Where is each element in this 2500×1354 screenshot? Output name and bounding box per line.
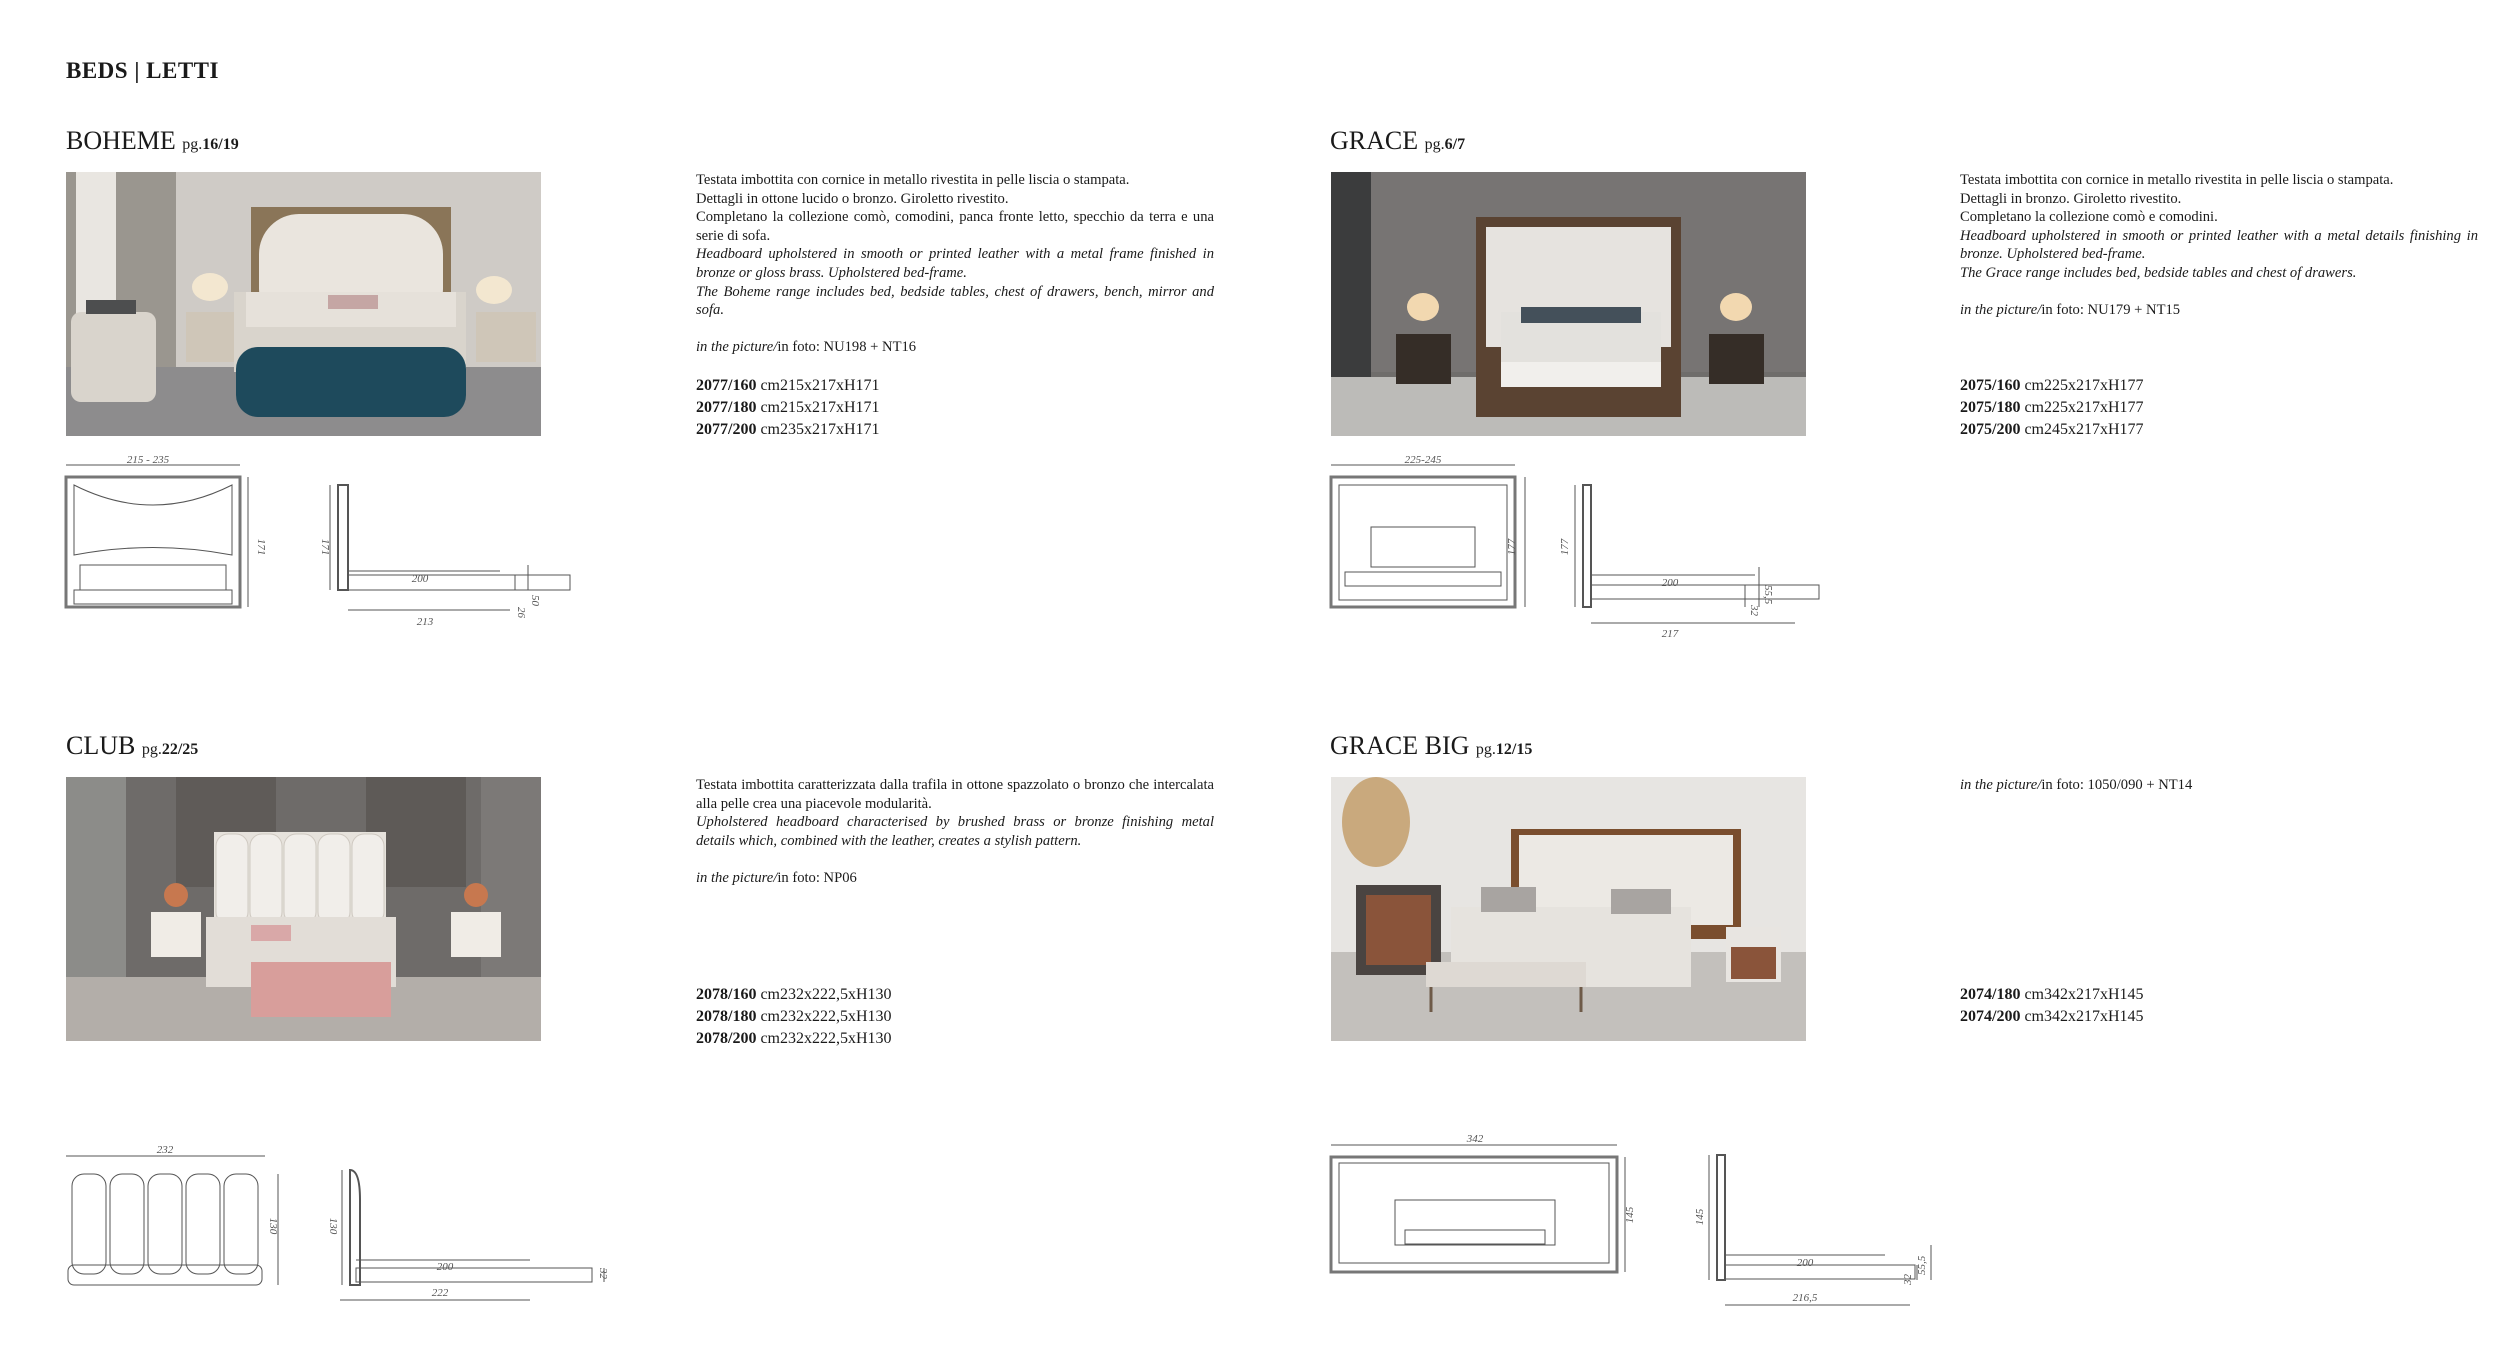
grace-technical-drawing <box>1325 454 1885 640</box>
boheme-desc-it-2: Dettagli in ottone lucido o bronzo. Giroletto rivestito. <box>696 190 1009 207</box>
grace-big-title <box>1330 731 1532 761</box>
grace-big-codes <box>1960 984 2144 1028</box>
boheme-desc-it-1: Testata imbottita con cornice in metallo rivestita in pelle liscia o stampata. <box>696 172 1130 188</box>
grace-side-h2: 55,5 <box>1762 585 1774 605</box>
boheme-foto: in the picture/in foto: NU198 + NT16 <box>696 339 917 356</box>
boheme-technical-drawing <box>60 455 620 635</box>
grace-side-total: 217 <box>1661 628 1679 640</box>
grace-desc-it-1: Testata imbottita con cornice in metallo rivestita in pelle liscia o stampata. <box>1960 172 2394 188</box>
grace-big-foto: in the picture/in foto: 1050/090 + NT14 <box>1960 777 2193 793</box>
boheme-pg-prefix: pg. <box>182 136 203 153</box>
club-desc-it-1: Testata imbottita caratterizzata dalla trafila in ottone spazzolato o bronzo che intercalata alla pelle crea una piacevole modularità. <box>696 777 1214 812</box>
grace-description <box>1960 171 2478 320</box>
boheme-side-h1: 26 <box>515 607 527 618</box>
grace-front-width: 225-245 <box>1404 454 1442 466</box>
code-row: 2074/200 cm342x217xH145 <box>1960 1008 2144 1025</box>
club-desc-en-1: Upholstered headboard characterised by brushed brass or bronze finishing metal details which, combined with the leather, creates a stylish pattern. <box>696 814 1214 849</box>
boheme-name: BOHEME <box>66 126 176 155</box>
grace-desc-it-2: Dettagli in bronzo. Giroletto rivestito. <box>1960 190 2182 207</box>
boheme-photo <box>66 172 541 436</box>
boheme-side-total: 213 <box>416 616 434 628</box>
grace-foto: in the picture/in foto: NU179 + NT15 <box>1960 302 2181 319</box>
grace-big-pg-prefix: pg. <box>1475 741 1496 758</box>
grace-big-name: GRACE BIG <box>1330 731 1470 760</box>
grace-side-h1: 32 <box>1748 605 1760 616</box>
grace-codes <box>1960 375 2144 441</box>
club-description <box>696 776 1214 888</box>
boheme-front-width: 215 - 235 <box>126 454 170 466</box>
boheme-description <box>696 171 1214 357</box>
grace-big-technical-drawing <box>1325 1125 1945 1315</box>
grace-front-height: 177 <box>1506 538 1518 556</box>
boheme-side-height: 171 <box>319 538 331 556</box>
page-title: BEDS | LETTI <box>66 58 219 83</box>
code-row: 2077/180 cm215x217xH171 <box>696 399 880 416</box>
club-photo <box>66 777 541 1041</box>
grace-big-front-width: 342 <box>1466 1133 1484 1145</box>
grace-title <box>1330 126 1465 156</box>
code-row: 2075/160 cm225x217xH177 <box>1960 377 2144 394</box>
club-front-height: 130 <box>267 1217 279 1235</box>
grace-desc-en-2: The Grace range includes bed, bedside tables and chest of drawers. <box>1960 264 2357 281</box>
code-row: 2077/160 cm215x217xH171 <box>696 377 880 394</box>
grace-desc-en-1: Headboard upholstered in smooth or printed leather with a metal details finishing in bronze. Upholstered bed-frame. <box>1960 227 2478 263</box>
grace-big-description <box>1960 776 2478 795</box>
club-side-total: 222 <box>431 1287 449 1299</box>
club-side-height: 130 <box>327 1217 339 1235</box>
code-row: 2077/200 cm235x217xH171 <box>696 421 880 438</box>
boheme-pg: 16/19 <box>202 136 239 153</box>
grace-photo <box>1331 172 1806 436</box>
grace-pg-prefix: pg. <box>1424 136 1445 153</box>
club-pg: 22/25 <box>161 741 199 758</box>
club-front-width: 232 <box>156 1144 174 1156</box>
boheme-codes <box>696 375 880 441</box>
club-pg-prefix: pg. <box>141 741 162 758</box>
boheme-title <box>66 126 239 156</box>
club-title <box>66 731 198 761</box>
grace-big-side-length: 200 <box>1796 1257 1814 1269</box>
grace-big-side-height: 145 <box>1694 1208 1706 1226</box>
code-row: 2078/200 cm232x222,5xH130 <box>696 1030 892 1047</box>
boheme-desc-it-3: Completano la collezione comò, comodini, panca fronte letto, specchio da terra e una serie di sofa. <box>696 209 1214 244</box>
boheme-front-height: 171 <box>255 538 267 556</box>
club-foto: in the picture/in foto: NP06 <box>696 869 857 886</box>
grace-side-height: 177 <box>1559 538 1571 556</box>
grace-big-photo <box>1331 777 1806 1041</box>
code-row: 2074/180 cm342x217xH145 <box>1960 986 2144 1003</box>
grace-big-side-total: 216,5 <box>1792 1292 1818 1304</box>
grace-big-side-h2: 55,5 <box>1916 1255 1928 1275</box>
grace-big-side-h1: 32 <box>1902 1274 1914 1285</box>
code-row: 2078/160 cm232x222,5xH130 <box>696 986 892 1003</box>
grace-big-pg: 12/15 <box>1495 741 1533 758</box>
code-row: 2075/180 cm225x217xH177 <box>1960 399 2144 416</box>
club-codes <box>696 984 892 1050</box>
code-row: 2075/200 cm245x217xH177 <box>1960 421 2144 438</box>
code-row: 2078/180 cm232x222,5xH130 <box>696 1008 892 1025</box>
club-technical-drawing <box>60 1140 620 1310</box>
club-side-h1: 32 <box>597 1268 609 1279</box>
grace-side-length: 200 <box>1661 577 1679 589</box>
boheme-side-h2: 50 <box>529 595 541 606</box>
boheme-desc-en-1: Headboard upholstered in smooth or printed leather with a metal frame finished in bronze or gloss brass. Upholstered bed-frame. <box>696 246 1214 281</box>
grace-big-front-height: 145 <box>1624 1206 1636 1224</box>
club-side-length: 200 <box>436 1261 454 1273</box>
grace-pg: 6/7 <box>1444 136 1466 153</box>
club-name: CLUB <box>66 731 136 760</box>
boheme-desc-en-2: The Boheme range includes bed, bedside tables, chest of drawers, bench, mirror and sofa. <box>696 283 1214 319</box>
boheme-side-length: 200 <box>411 573 429 585</box>
grace-desc-it-3: Completano la collezione comò e comodini. <box>1960 209 2218 226</box>
grace-name: GRACE <box>1330 126 1419 155</box>
